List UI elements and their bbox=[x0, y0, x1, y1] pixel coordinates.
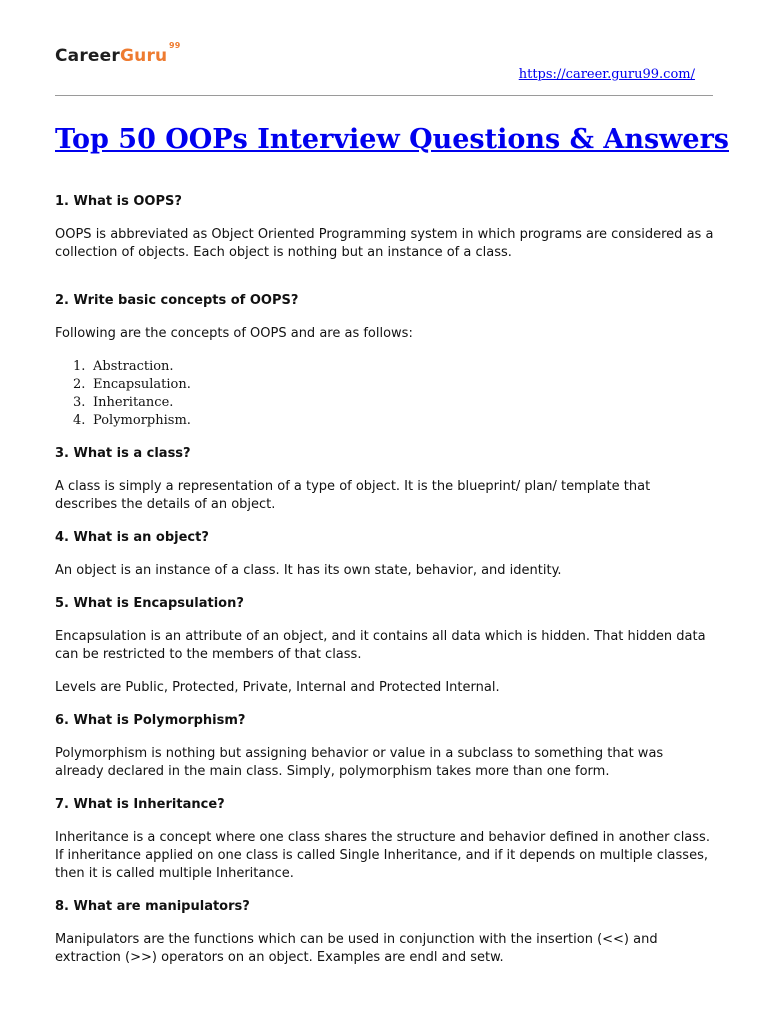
list-text: Polymorphism. bbox=[93, 413, 191, 428]
answer-paragraph: Encapsulation is an attribute of an object, and it contains all data which is hidden. That hidden data can be restricted to the members of that class. bbox=[55, 629, 706, 662]
list-item bbox=[55, 412, 715, 430]
answer-paragraph: Manipulators are the functions which can be used in conjunction with the insertion (<<) and extraction (>>) operators on an object. Examples are endl and setw. bbox=[55, 932, 658, 965]
questions-content bbox=[55, 193, 715, 967]
answer-paragraph: An object is an instance of a class. It has its own state, behavior, and identity. bbox=[55, 563, 562, 578]
page-title[interactable]: Top 50 OOPs Interview Questions & Answers bbox=[55, 124, 729, 155]
answer-paragraph: Levels are Public, Protected, Private, Internal and Protected Internal. bbox=[55, 680, 500, 695]
list-text: Abstraction. bbox=[93, 359, 174, 374]
question-heading: 3. What is a class? bbox=[55, 446, 191, 461]
logo-text-guru: Guru bbox=[119, 46, 168, 66]
answer-paragraph: Following are the concepts of OOPS and are as follows: bbox=[55, 326, 413, 341]
answer-paragraph: OOPS is abbreviated as Object Oriented Programming system in which programs are considered as a collection of objects. Each object is nothing but an instance of a class. bbox=[55, 227, 714, 260]
list-number: 3. bbox=[73, 395, 86, 410]
answer-paragraph: A class is simply a representation of a type of object. It is the blueprint/ plan/ template that describes the details of an object. bbox=[55, 479, 651, 512]
list-number: 2. bbox=[73, 377, 86, 392]
question-heading: 2. Write basic concepts of OOPS? bbox=[55, 293, 299, 308]
list-item bbox=[55, 394, 715, 412]
list-text: Inheritance. bbox=[93, 395, 174, 410]
question-heading: 6. What is Polymorphism? bbox=[55, 713, 246, 728]
question-heading: 5. What is Encapsulation? bbox=[55, 596, 244, 611]
question-heading: 8. What are manipulators? bbox=[55, 899, 250, 914]
answer-paragraph: Inheritance is a concept where one class shares the structure and behavior defined in another class. If inheritance applied on one class is called Single Inheritance, and if it depends on multiple classes, then it is called multiple Inheritance. bbox=[55, 830, 710, 881]
list-item bbox=[55, 376, 715, 394]
list-item bbox=[55, 358, 715, 376]
careerguru-logo[interactable] bbox=[55, 41, 181, 66]
logo-text-career: Career bbox=[55, 46, 120, 66]
header-divider bbox=[55, 95, 713, 96]
answer-paragraph: Polymorphism is nothing but assigning behavior or value in a subclass to something that was already declared in the main class. Simply, polymorphism takes more than one form. bbox=[55, 746, 664, 779]
question-heading: 7. What is Inheritance? bbox=[55, 797, 225, 812]
logo-superscript: 99 bbox=[169, 41, 181, 50]
list-number: 4. bbox=[73, 413, 86, 428]
site-url-link[interactable]: https://career.guru99.com/ bbox=[518, 67, 695, 82]
question-heading: 1. What is OOPS? bbox=[55, 194, 182, 209]
oops-concepts-list bbox=[55, 358, 715, 430]
question-heading: 4. What is an object? bbox=[55, 530, 209, 545]
list-text: Encapsulation. bbox=[93, 377, 191, 392]
list-number: 1. bbox=[73, 359, 86, 374]
